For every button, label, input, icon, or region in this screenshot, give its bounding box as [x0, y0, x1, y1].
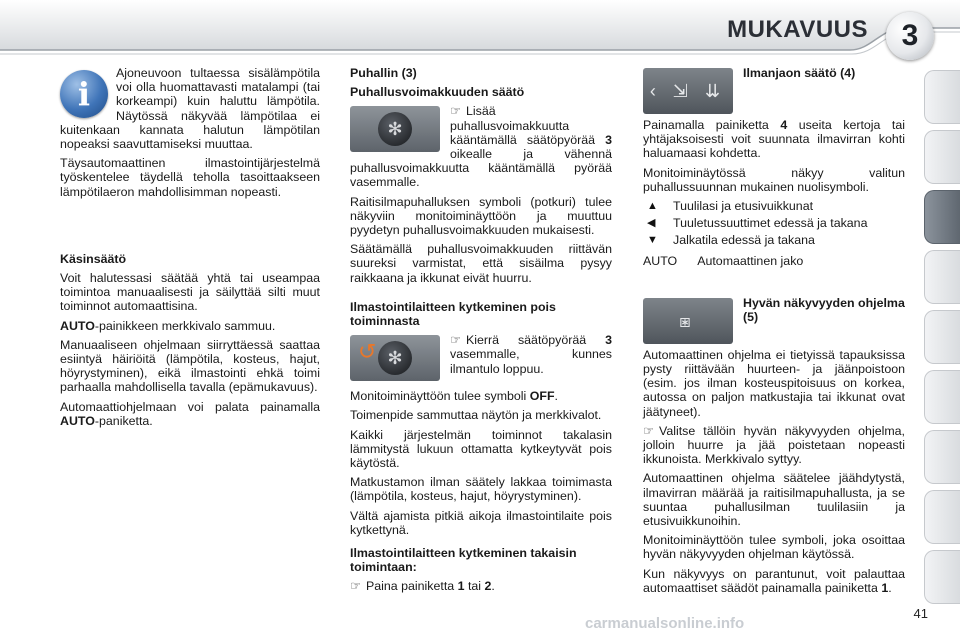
section-heading-pois: Ilmastointilaitteen kytkeminen pois toiminnasta [350, 299, 556, 329]
chapter-tab[interactable] [924, 250, 960, 304]
kasinsaato-paragraph-2-text: -painikkeen merkkivalo sammuu. [94, 318, 276, 333]
list-item [643, 216, 905, 230]
nakyvyys-paragraph-4-a: Kun näkyvyys on parantunut, voit palauttaa automaattiset säädöt painamalla painiketta [643, 566, 905, 595]
pois-paragraph-2: Toimenpide sammuttaa näytön ja merkkivalot. [350, 408, 602, 423]
kasinsaato-paragraph-1: Voit halutessasi säätää yhtä tai useampaa toimintoa manuaalisesti ja säilyttää silti muut toiminnot automaattisina. [60, 271, 320, 314]
nakyvyys-paragraph-2: Automaattinen ohjelma säätelee jäähdytystä, ilmavirran määrää ja raitisilmapuhallusta, ja se suuntaa puhallusilman tuulilasiin ja etusivuikkunoihin. [643, 471, 905, 529]
puhallus-instruction-b: oikealle ja vähennä puhallusvoimakkuutta kääntämällä pyörää vasemmalle. [350, 147, 612, 190]
off-symbol-label: OFF [529, 389, 555, 404]
section-heading-ilmanjako: Ilmanjaon säätö (4) [743, 66, 856, 80]
section-heading-nakyvyys: Hyvän näkyvyyden ohjelma (5) [743, 295, 905, 325]
nakyvyys-instruction-text: Valitse tällöin hyvän näkyvyyden ohjelma, jolloin huurre ja jää poistetaan nopeasti ikkunoista. Merkkivalo syttyy. [643, 423, 905, 467]
puhallus-instruction-a: Lisää puhallusvoimakkuutta kääntämällä säätöpyörää [450, 104, 606, 147]
arrow-left-icon: ◀ [647, 217, 656, 230]
chapter-tab[interactable] [924, 70, 960, 124]
blower-knob-image [350, 106, 440, 152]
kasinsaato-paragraph-4 [60, 400, 320, 428]
chapter-tab[interactable] [924, 490, 960, 544]
pointing-hand-icon: ☞ [350, 579, 362, 594]
watermark: carmanualsonline.info [585, 615, 745, 632]
pois-instruction-b: vasemmalle, kunnes ilmantulo loppuu. [450, 347, 612, 376]
chapter-tab[interactable] [924, 370, 960, 424]
column-right [643, 66, 905, 600]
list-item [643, 233, 905, 247]
auto-label: AUTO [60, 318, 95, 333]
nakyvyys-paragraph-4 [643, 567, 905, 595]
auto-label: AUTO [60, 413, 95, 428]
pointing-hand-icon: ☞ [450, 104, 462, 119]
knob-number: 3 [605, 132, 612, 147]
auto-description: Automaattinen jako [697, 253, 804, 268]
ilmanjako-paragraph-1-a: Painamalla painiketta [643, 118, 781, 132]
chapter-tab[interactable] [924, 130, 960, 184]
section-heading-kasinsaato: Käsinsäätö [60, 251, 127, 266]
chapter-tabs [924, 70, 960, 610]
chapter-tab-active[interactable] [924, 190, 960, 244]
defrost-button-image: ⧆ [643, 298, 733, 344]
nakyvyys-paragraph-1: Automaattinen ohjelma ei tietyissä tapauksissa pysty riittävään huurteen- ja jäänpoistoon (esim. jos ilman kosteuspitoisuus on korkea, autossa on paljon matkustajia tai ikkunat ovat jäätyneet). [643, 347, 905, 419]
auto-key: AUTO [643, 253, 678, 268]
kasinsaato-paragraph-4-a: Automaattiohjelmaan voi palata painamalla [60, 399, 320, 414]
arrow-down-icon: ▼ [647, 234, 658, 247]
ilmanjako-paragraph-1-b: useita kertoja tai yhtäjaksoisesti voit suunnata ilmavirran kohti haluamaasi kohdetta. [643, 118, 905, 161]
air-distribution-buttons-image: ‹ ⇲ ⇊ [643, 68, 733, 114]
ilmanjako-paragraph-1 [643, 118, 905, 161]
pois-paragraph-3: Kaikki järjestelmän toiminnot takalasin lämmitystä lukuun ottamatta kytkeytyvät pois käytöstä. [350, 427, 612, 471]
chapter-tab[interactable] [924, 310, 960, 364]
auto-row [643, 254, 905, 268]
air-direction-list [643, 199, 905, 248]
list-item-label: Tuuletussuuttimet edessä ja takana [673, 216, 868, 231]
chapter-number-badge: 3 [886, 12, 934, 60]
takaisin-instruction-mid: tai [464, 579, 485, 594]
knob-number: 3 [605, 333, 612, 348]
nakyvyys-instruction [643, 424, 905, 467]
pointing-hand-icon: ☞ [643, 423, 655, 438]
nakyvyys-paragraph-4-b: . [888, 580, 892, 595]
column-left [60, 66, 320, 433]
pois-paragraph-5: Vältä ajamista pitkiä aikoja ilmastointilaite pois kytkettynä. [350, 508, 612, 537]
pointing-hand-icon: ☞ [450, 333, 462, 348]
button-number-4: 4 [780, 118, 788, 132]
info-icon: i [60, 70, 108, 118]
pois-paragraph-1 [350, 389, 612, 403]
page-number: 41 [913, 606, 928, 621]
takaisin-instruction-end: . [491, 579, 495, 594]
puhallus-paragraph-1: Raitisilmapuhalluksen symboli (potkuri) tulee näkyviin monitoiminäyttöön ja muuttuu pyydetyn puhallusvoimakkuuden mukaisesti. [350, 194, 612, 238]
section-heading-takaisin: Ilmastointilaitteen kytkeminen takaisin toimintaan: [350, 546, 577, 575]
pois-paragraph-1-b: . [554, 389, 558, 404]
kasinsaato-paragraph-4-b: -paniketta. [94, 413, 153, 428]
info-paragraph-1: Ajoneuvoon tultaessa sisälämpötila voi olla huomattavasti matalampi (tai korkeampi) kuin haluttu lämpötila. Näytössä näkyvää lämpötilaa ei kuitenkaan kannata halutun lämpötilan nopeaksi saavuttamiseksi muuttaa. [60, 66, 320, 152]
column-middle [350, 66, 612, 599]
list-item [643, 199, 905, 213]
button-number-2: 2 [484, 579, 492, 594]
rotate-left-arrow-icon: ↺ [358, 339, 377, 365]
pois-instruction-a: Kierrä säätöpyörää [466, 333, 606, 348]
chapter-tab[interactable] [924, 550, 960, 604]
nakyvyys-paragraph-3: Monitoiminäyttöön tulee symboli, joka osoittaa hyvän näkyvyyden ohjelman käytössä. [643, 533, 905, 562]
fan-icon: ✻ [378, 112, 412, 146]
chapter-title: MUKAVUUS [727, 16, 868, 43]
chapter-tab[interactable] [924, 430, 960, 484]
section-heading-puhallin: Puhallin (3) [350, 66, 417, 80]
ilmanjako-paragraph-2: Monitoiminäytössä näkyy valitun puhallussuunnan mukainen nuolisymboli. [643, 165, 905, 194]
subheading-puhallus: Puhallusvoimakkuuden säätö [350, 85, 525, 100]
takaisin-instruction-a: Paina painiketta [366, 579, 458, 594]
puhallus-paragraph-2: Säätämällä puhallusvoimakkuuden riittävän suureksi varmistat, että sisäilma pysyy raikkaana ja ikkunat eivät huurru. [350, 242, 612, 285]
fan-icon: ✻ [378, 341, 412, 375]
pois-paragraph-4: Matkustamon ilman säätely lakkaa toimimasta (lämpötila, kosteus, hajut, höyrystyminen). [350, 475, 612, 504]
kasinsaato-paragraph-3: Manuaaliseen ohjelmaan siirryttäessä saattaa esiintyä häiriöitä (lämpötila, kosteus, hajut, höyrystyminen), eikä ilmastointi ehkä toimi parhaalla mahdollisella tavalla (epämukavuus). [60, 337, 320, 395]
info-paragraph-2: Täysautomaattinen ilmastointijärjestelmä työskentelee täydellä teholla tasoittaakseen lämpötilaeron mahdollisimman nopeasti. [60, 156, 320, 199]
pois-paragraph-1-a: Monitoiminäyttöön tulee symboli [350, 389, 530, 404]
list-item-label: Tuulilasi ja etusivuikkunat [673, 199, 814, 214]
takaisin-instruction [350, 579, 612, 593]
button-number-1: 1 [881, 580, 889, 595]
list-item-label: Jalkatila edessä ja takana [673, 233, 815, 248]
off-knob-image [350, 335, 440, 381]
arrow-up-icon: ▲ [647, 200, 658, 213]
kasinsaato-paragraph-2 [60, 319, 320, 333]
button-number-1: 1 [457, 579, 465, 594]
